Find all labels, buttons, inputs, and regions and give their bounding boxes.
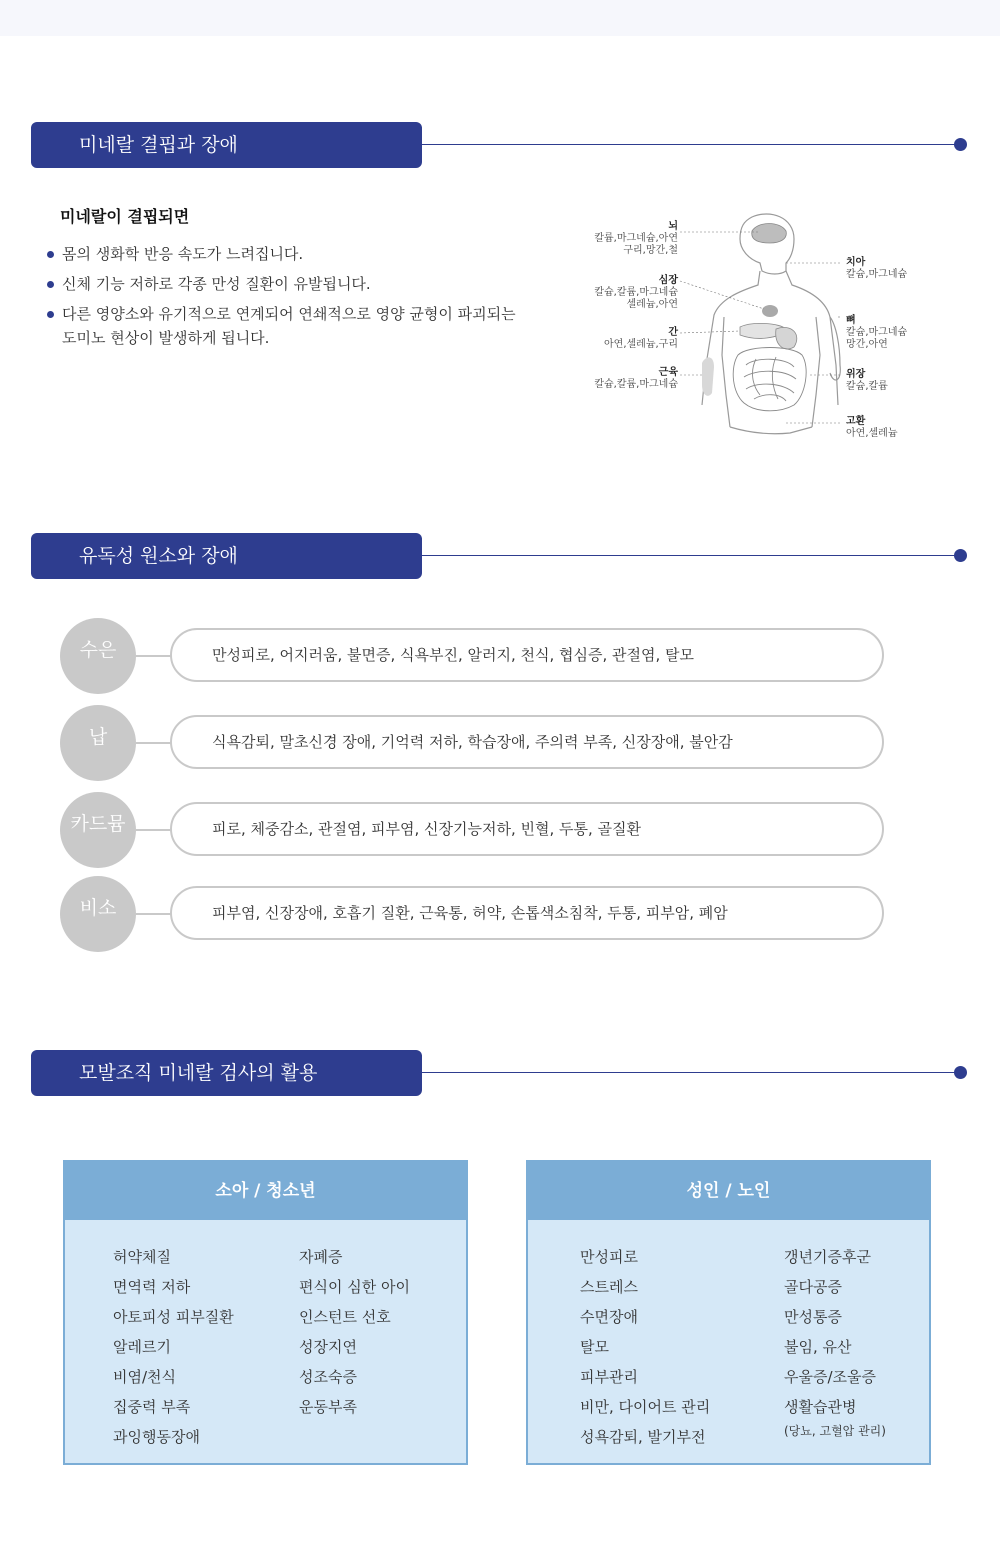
list-item: 수면장애 <box>580 1308 638 1326</box>
connector-line <box>136 829 172 831</box>
toxic-row-lead <box>60 705 886 781</box>
list-item: 허약체질 <box>113 1248 171 1266</box>
list-item: 성장지연 <box>299 1338 357 1356</box>
element-badge: 카드뮴 <box>60 792 136 868</box>
section-header-toxic <box>31 533 967 579</box>
toxic-row-arsenic <box>60 876 886 952</box>
list-item: 집중력 부족 <box>113 1398 191 1416</box>
card-column-right <box>784 1242 886 1440</box>
body-mineral-diagram <box>580 205 960 445</box>
list-item: 만성피로 <box>580 1248 638 1266</box>
list-item-note: (당뇨, 고혈압 관리) <box>784 1424 886 1438</box>
section-dot <box>954 138 967 151</box>
top-band <box>0 0 1000 36</box>
element-badge: 비소 <box>60 876 136 952</box>
symptom-box: 만성피로, 어지러움, 불면증, 식욕부진, 알러지, 천식, 협심증, 관절염, 탈모 <box>170 628 884 682</box>
connector-line <box>136 655 172 657</box>
card-title: 성인 / 노인 <box>528 1162 929 1220</box>
deficiency-bullet-list <box>46 242 546 356</box>
list-item: 비염/천식 <box>113 1368 177 1386</box>
label-testes: 고환 아연,셀레늄 <box>846 416 898 439</box>
section-divider <box>422 144 957 145</box>
symptom-box: 피부염, 신장장애, 호흡기 질환, 근육통, 허약, 손톱색소침착, 두통, 피부암, 폐암 <box>170 886 884 940</box>
bullet-item: 몸의 생화학 반응 속도가 느려집니다. <box>46 242 546 266</box>
section-header-deficiency <box>31 122 967 168</box>
section-divider <box>422 1072 957 1073</box>
symptom-box: 식욕감퇴, 말초신경 장애, 기억력 저하, 학습장애, 주의력 부족, 신장장애, 불안감 <box>170 715 884 769</box>
toxic-row-cadmium <box>60 792 886 868</box>
list-item: 생활습관병 <box>784 1398 857 1416</box>
list-item: 갱년기증후군 <box>784 1248 871 1266</box>
list-item: 피부관리 <box>580 1368 638 1386</box>
deficiency-subtitle: 미네랄이 결핍되면 <box>60 207 190 226</box>
list-item: 성욕감퇴, 발기부전 <box>580 1428 706 1446</box>
section-divider <box>422 555 957 556</box>
label-stomach: 위장 칼슘,칼륨 <box>846 369 888 392</box>
connector-line <box>136 913 172 915</box>
list-item: 골다공증 <box>784 1278 842 1296</box>
label-brain: 뇌 칼륨,마그네슘,아연 구리,망간,철 <box>594 221 678 256</box>
card-adult <box>526 1160 931 1465</box>
list-item: 비만, 다이어트 관리 <box>580 1398 711 1416</box>
list-item: 운동부족 <box>299 1398 357 1416</box>
section-title: 미네랄 결핍과 장애 <box>31 122 422 168</box>
card-youth <box>63 1160 468 1465</box>
card-title: 소아 / 청소년 <box>65 1162 466 1220</box>
card-column-right <box>299 1242 410 1422</box>
connector-line <box>136 742 172 744</box>
list-item: 불임, 유산 <box>784 1338 852 1356</box>
label-teeth: 치아 칼슘,마그네슘 <box>846 257 908 280</box>
list-item: 우울증/조울증 <box>784 1368 876 1386</box>
list-item: 인스턴트 선호 <box>299 1308 391 1326</box>
label-liver: 간 아연,셀레늄,구리 <box>604 327 678 350</box>
symptom-box: 피로, 체중감소, 관절염, 피부염, 신장기능저하, 빈혈, 두통, 골질환 <box>170 802 884 856</box>
list-item: 아토피성 피부질환 <box>113 1308 234 1326</box>
label-heart: 심장 칼슘,칼륨,마그네슘 셀레늄,아연 <box>594 275 678 310</box>
label-muscle: 근육 칼슘,칼륨,마그네슘 <box>594 367 678 390</box>
toxic-row-mercury <box>60 618 886 694</box>
section-dot <box>954 549 967 562</box>
section-title: 유독성 원소와 장애 <box>31 533 422 579</box>
list-item: 만성통증 <box>784 1308 842 1326</box>
list-item: 편식이 심한 아이 <box>299 1278 410 1296</box>
element-badge: 납 <box>60 705 136 781</box>
label-bone: 뼈 칼슘,마그네슘 망간,아연 <box>846 315 908 350</box>
bullet-item: 다른 영양소와 유기적으로 연계되어 연쇄적으로 영양 균형이 파괴되는 <box>46 302 546 326</box>
list-item: 스트레스 <box>580 1278 638 1296</box>
list-item: 알레르기 <box>113 1338 171 1356</box>
list-item: 탈모 <box>580 1338 609 1356</box>
list-item: 성조숙증 <box>299 1368 357 1386</box>
element-badge: 수은 <box>60 618 136 694</box>
card-column-left <box>113 1242 234 1452</box>
list-item: 자폐증 <box>299 1248 343 1266</box>
card-column-left <box>580 1242 710 1452</box>
list-item: 면역력 저하 <box>113 1278 191 1296</box>
section-title: 모발조직 미네랄 검사의 활용 <box>31 1050 422 1096</box>
list-item: 과잉행동장애 <box>113 1428 200 1446</box>
bullet-item: 신체 기능 저하로 각종 만성 질환이 유발됩니다. <box>46 272 546 296</box>
bullet-item-continuation: 도미노 현상이 발생하게 됩니다. <box>62 329 270 347</box>
section-dot <box>954 1066 967 1079</box>
section-header-usage <box>31 1050 967 1096</box>
